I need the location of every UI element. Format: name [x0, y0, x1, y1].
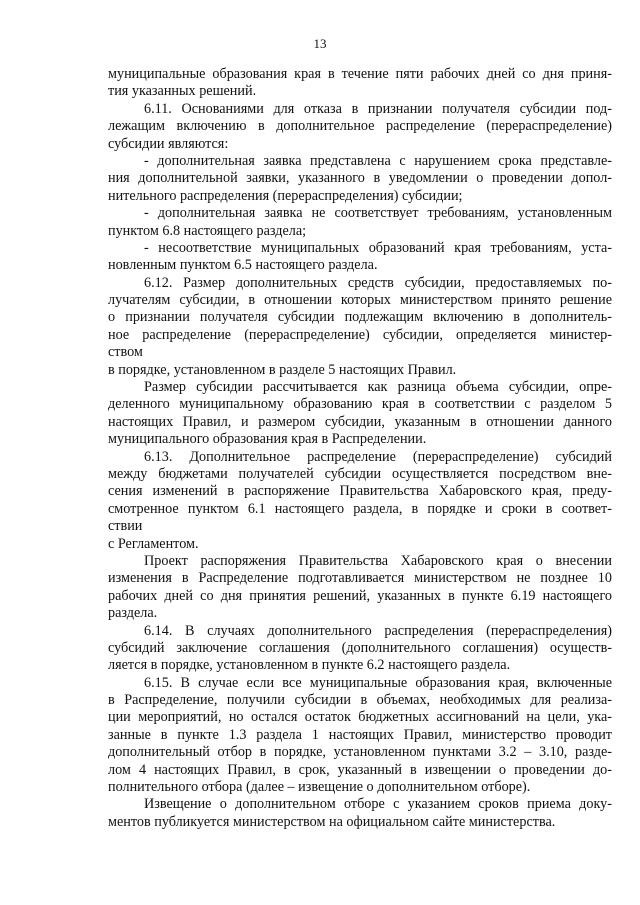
text-line: смотренное пунктом 6.1 настоящего раздела, в порядке и сроки в соответ-	[108, 500, 612, 517]
document-body	[108, 66, 612, 831]
text-line: ментов публикуется министерством на официальном сайте министерства.	[108, 813, 556, 830]
text-line: ное распределение (перераспределение) субсидии, определяется министер-	[108, 326, 612, 343]
text-line: ния дополнительной заявки, указанного в уведомлении о проведении допол-	[108, 170, 612, 187]
text-line: - дополнительная заявка не соответствует требованиям, установленным	[144, 205, 612, 222]
text-line: 6.15. В случае если все муниципальные образования края, включенные	[144, 674, 612, 691]
text-line: в Распределение, получили субсидии в объемах, необходимых для реализа-	[108, 692, 612, 709]
text-line: 6.12. Размер дополнительных средств субсидии, предоставляемых по-	[144, 274, 612, 291]
text-line: субсидии являются:	[108, 135, 229, 152]
text-line: 6.11. Основаниями для отказа в признании получателя субсидии под-	[144, 100, 612, 117]
text-line: 6.13. Дополнительное распределение (перераспределение) субсидий	[144, 448, 612, 465]
text-line: муниципальные образования края в течение пяти рабочих дней со дня приня-	[108, 66, 612, 82]
text-line: настоящих Правил, и размером субсидии, указанным в отношении данного	[108, 413, 612, 430]
text-line: деленного муниципальному образованию края в соответствии с разделом 5	[108, 396, 612, 413]
text-line: о признании получателя субсидии подлежащим включению в дополнитель-	[108, 309, 612, 326]
text-line: лом 4 настоящих Правил, в срок, указанный в извещении о проведении до-	[108, 761, 612, 778]
text-line: пунктом 6.8 настоящего раздела;	[108, 222, 307, 239]
text-line: Извещение о дополнительном отборе с указанием сроков приема доку-	[144, 796, 612, 813]
text-line: с Регламентом.	[108, 535, 199, 552]
text-line: лежащим включению в дополнительное распределение (перераспределение)	[108, 118, 612, 135]
text-line: новленным пунктом 6.5 настоящего раздела.	[108, 257, 378, 274]
text-line: субсидий заключение соглашения (дополнительного соглашения) осуществ-	[108, 639, 612, 656]
text-line: тия указанных решений.	[108, 83, 257, 100]
page-number: 13	[313, 36, 327, 51]
text-line: 6.14. В случаях дополнительного распределения (перераспределения)	[144, 622, 612, 639]
text-line: ствии	[108, 518, 143, 535]
text-line: раздела.	[108, 605, 158, 622]
text-line: полнительного отбора (далее – извещение о дополнительном отборе).	[108, 779, 531, 796]
text-line: рабочих дней со дня принятия решений, указанных в пункте 6.19 настоящего	[108, 587, 612, 604]
text-line: - несоответствие муниципальных образований края требованиям, уста-	[144, 239, 612, 256]
text-line: Размер субсидии рассчитывается как разница объема субсидии, опре-	[144, 379, 612, 396]
text-line: между бюджетами получателей субсидии осуществляется посредством вне-	[108, 465, 612, 482]
text-line: ции мероприятий, но остался остаток бюджетных ассигнований на цели, ука-	[108, 709, 612, 726]
text-line: ляется в порядке, установленном в пункте 6.2 настоящего раздела.	[108, 657, 511, 674]
text-line: Проект распоряжения Правительства Хабаровского края о внесении	[144, 552, 612, 569]
text-line: - дополнительная заявка представлена с нарушением срока представле-	[144, 152, 612, 169]
text-line: дополнительный отбор в порядке, установленном пунктами 3.2 – 3.10, разде-	[108, 744, 612, 761]
text-line: в порядке, установленном в разделе 5 настоящих Правил.	[108, 361, 457, 378]
text-line: ством	[108, 344, 143, 361]
text-line: муниципального образования края в Распределении.	[108, 431, 427, 448]
text-line: занные в пункте 1.3 раздела 1 настоящих Правил, министерство проводит	[108, 726, 612, 743]
text-line: нительного распределения (перераспределения) субсидии;	[108, 187, 463, 204]
text-line: сения изменений в распоряжение Правительства Хабаровского края, преду-	[108, 483, 612, 500]
text-line: изменения в Распределение подготавливается министерством не позднее 10	[108, 570, 612, 587]
text-line: лучателям субсидии, в отношении которых министерством принято решение	[108, 292, 612, 309]
